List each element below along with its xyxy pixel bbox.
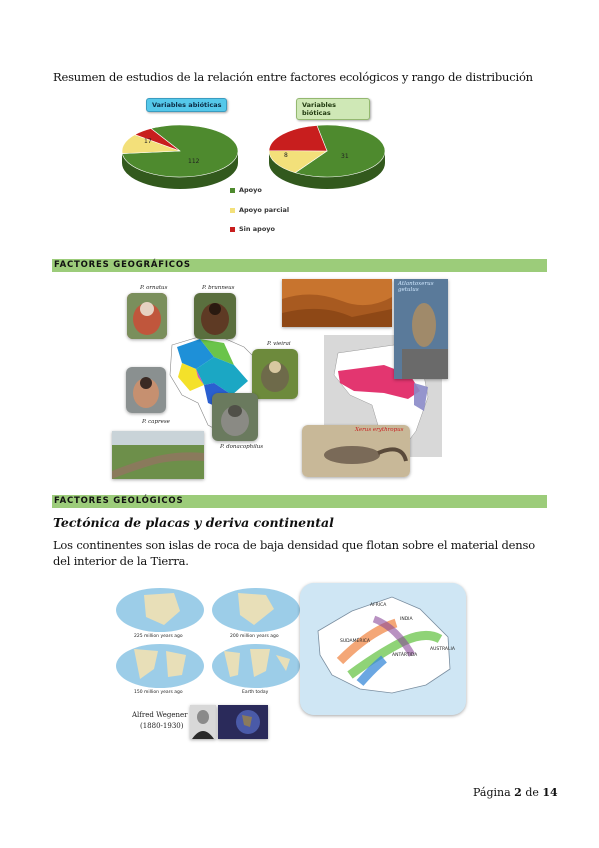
label-australia: AUSTRALIA [430,647,455,652]
body-paragraph: Los continentes son islas de roca de baja densidad que flotan sobre el material denso del interior de la Tierra. [53,538,535,568]
caption-donacophilus: P. donacophilus [220,444,264,450]
monkey-photo-ornatus [127,293,167,339]
label-sudamerica: SUDAMÉRICA [340,639,371,644]
intro-text: Resumen de estudios de la relación entre factores ecológicos y rango de distribución [53,70,533,84]
label-antartida: ANTÁRTIDA [392,653,418,658]
legend-swatch-red [230,227,235,232]
caption-225: 225 million years ago [134,634,183,639]
monkey-photo-brunneus [194,293,236,339]
pie-slice-sin-apoyo [269,125,327,151]
label-abio-apoyo: 112 [188,158,200,165]
footer-total: 14 [542,786,558,799]
globe-map-today [210,641,302,691]
monkey-photo-caprese [126,367,166,413]
legend-swatch-green [230,188,235,193]
legend-sin-label: Sin apoyo [239,225,276,233]
wegener-portrait [190,705,216,739]
caption-vieirai: P. vieirai [267,341,291,347]
legend-apoyo [230,186,262,194]
section-geological-factors: FACTORES GEOLÓGICOS [52,495,547,508]
legend-parcial [230,206,289,214]
globe-map-150 [114,641,206,691]
wegener-years: (1880-1930) [140,722,184,730]
caption-brunneus: P. brunneus [202,285,235,291]
abiotic-pill: Variables abióticas [146,98,227,112]
footer-de: de [525,786,539,799]
caption-today: Earth today [242,690,269,695]
caption-150: 150 million years ago [134,690,183,695]
pie-charts-figure [110,95,370,235]
legend-apoyo-label: Apoyo [239,186,262,194]
monkey-photo-vieirai [252,349,298,399]
biotic-pill: Variables bióticas [296,98,370,120]
caption-atlantoxerus: Atlantoxerus getulus [398,281,434,293]
monkey-photo-donacophilus [212,393,258,441]
squirrel-photo-top [394,279,448,379]
globe-map-200 [210,585,302,635]
footer-page: 2 [514,786,522,799]
caption-caprese: P. caprese [142,419,170,425]
section-heading: Tectónica de placas y deriva continental [53,515,334,530]
label-bio-parcial: 8 [284,152,288,159]
label-africa: AFRICA [370,603,387,608]
section-geographic-factors: FACTORES GEOGRÁFICOS [52,259,547,272]
earth-globe-thumb [218,705,268,739]
footer-label: Página [473,786,511,799]
river-photo [112,431,204,479]
caption-ornatus: P. ornatus [140,285,168,291]
tectonic-figure [110,583,466,741]
gondwana-map [300,583,466,715]
label-india: INDIA [400,617,413,622]
caption-xerus: Xerus erythropus [355,427,404,433]
caption-200: 200 million years ago [230,634,279,639]
page-footer [473,786,558,799]
desert-photo [282,279,392,327]
legend-sin [230,225,275,233]
legend-parcial-label: Apoyo parcial [239,206,290,214]
wegener-name: Alfred Wegener [132,711,188,719]
globe-map-225 [114,585,206,635]
pie-abiotic [118,117,248,197]
geographic-figure [112,279,448,479]
label-bio-apoyo: 31 [341,153,349,160]
legend-swatch-yellow [230,208,235,213]
label-abio-parcial: 17 [144,138,152,145]
